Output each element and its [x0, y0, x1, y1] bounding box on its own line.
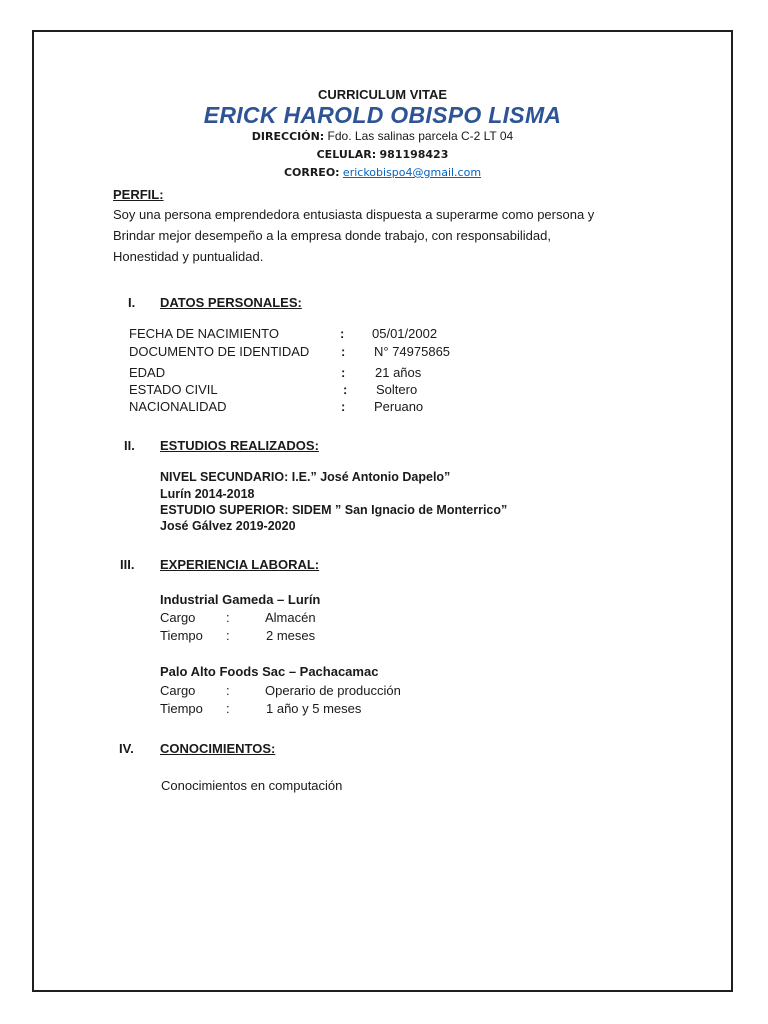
profile-line: Soy una persona emprendedora entusiasta dispuesta a superarme como persona y: [113, 207, 595, 222]
study-line: ESTUDIO SUPERIOR: SIDEM ” San Ignacio de Monterrico”: [160, 503, 508, 517]
section-title-experience: EXPERIENCIA LABORAL:: [160, 557, 320, 572]
job-field-separator: :: [226, 628, 230, 643]
field-value: Peruano: [374, 399, 424, 414]
job-field-separator: :: [226, 701, 230, 716]
field-label: DOCUMENTO DE IDENTIDAD: [129, 344, 310, 359]
job-company: Industrial Gameda – Lurín: [160, 592, 321, 607]
field-value: Soltero: [376, 382, 418, 397]
job-field-separator: :: [226, 683, 230, 698]
field-separator: :: [341, 344, 346, 359]
job-field-value: Operario de producción: [265, 683, 401, 698]
profile-line: Brindar mejor desempeño a la empresa donde trabajo, con responsabilidad,: [113, 228, 551, 243]
email-link[interactable]: erickobispo4@gmail.com: [342, 166, 482, 179]
job-field-separator: :: [226, 610, 230, 625]
job-field-label: Cargo: [160, 683, 196, 698]
job-field-value: Almacén: [265, 610, 316, 625]
section-title-knowledge: CONOCIMIENTOS:: [160, 741, 276, 756]
field-separator: :: [341, 399, 346, 414]
email-line: [32, 165, 733, 179]
job-field-label: Tiempo: [160, 701, 203, 716]
field-label: EDAD: [129, 365, 166, 380]
field-label: ESTADO CIVIL: [129, 382, 218, 397]
section-title-studies: ESTUDIOS REALIZADOS:: [160, 438, 319, 453]
address-line: [32, 129, 733, 143]
job-company: Palo Alto Foods Sac – Pachacamac: [160, 664, 379, 679]
job-field-value: 2 meses: [266, 628, 316, 643]
phone-line: [32, 147, 733, 161]
phone-value: 981198423: [379, 148, 449, 161]
profile-title: PERFIL:: [113, 187, 164, 202]
field-separator: :: [340, 326, 345, 341]
study-line: José Gálvez 2019-2020: [160, 519, 296, 533]
document-title: CURRICULUM VITAE: [317, 87, 448, 102]
field-label: FECHA DE NACIMIENTO: [129, 326, 280, 341]
section-number: II.: [124, 438, 135, 453]
job-field-label: Cargo: [160, 610, 196, 625]
field-separator: :: [341, 365, 346, 380]
field-value: N° 74975865: [374, 344, 451, 359]
profile-line: Honestidad y puntualidad.: [113, 249, 264, 264]
job-field-label: Tiempo: [160, 628, 203, 643]
address-value: Fdo. Las salinas parcela C-2 LT 04: [327, 129, 514, 143]
email-label: CORREO:: [283, 166, 340, 179]
job-field-value: 1 año y 5 meses: [266, 701, 362, 716]
section-number: III.: [120, 557, 135, 572]
address-label: DIRECCIÓN:: [251, 130, 325, 143]
candidate-name: ERICK HAROLD OBISPO LISMA: [203, 102, 562, 128]
section-title-personal: DATOS PERSONALES:: [160, 295, 302, 310]
study-line: Lurín 2014-2018: [160, 487, 255, 501]
field-value: 05/01/2002: [372, 326, 438, 341]
section-number: IV.: [119, 741, 134, 756]
field-separator: :: [343, 382, 348, 397]
phone-label: CELULAR:: [316, 148, 377, 161]
field-value: 21 años: [375, 365, 422, 380]
study-line: NIVEL SECUNDARIO: I.E.” José Antonio Dapelo”: [160, 470, 451, 484]
section-number: I.: [128, 295, 136, 310]
knowledge-line: Conocimientos en computación: [161, 778, 343, 793]
field-label: NACIONALIDAD: [129, 399, 227, 414]
